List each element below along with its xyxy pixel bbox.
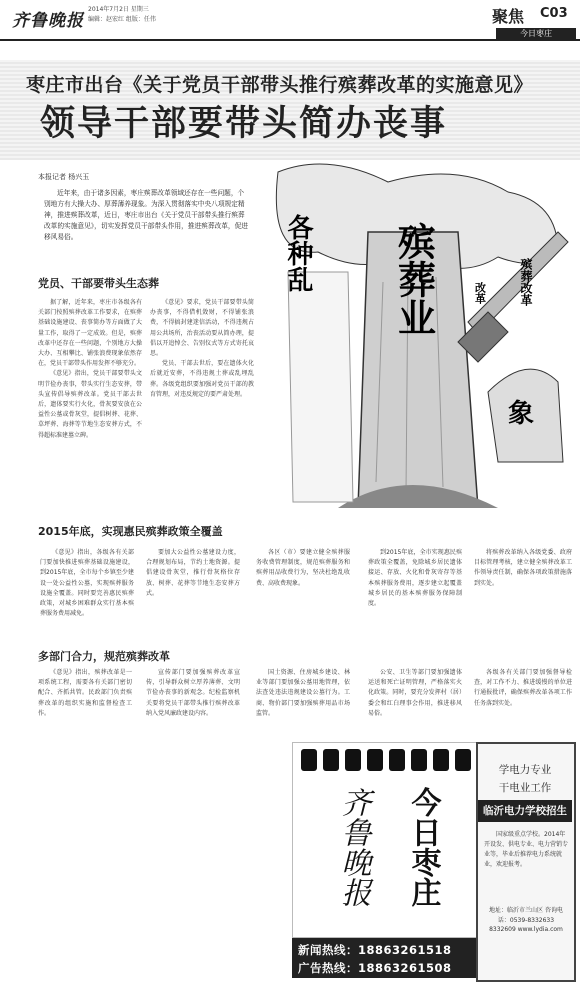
section2-column-4: 到2015年底，全市实现惠民殡葬政策全覆盖，免除城乡居民遗体接运、存放、火化和骨灰寄存等基本殡葬服务费用，逐步建立起覆盖城乡居民的基本殡葬服务保障制度。 bbox=[368, 549, 462, 608]
section3-column-5: 各级各有关部门要加强督导检查，对工作不力、推进缓慢的单位进行通报批评，确保殡葬改革各项工作任务落到实处。 bbox=[474, 669, 572, 707]
article-subtitle: 枣庄市出台《关于党员干部带头推行殡葬改革的实施意见》 bbox=[26, 74, 534, 96]
paragraph: 《意见》指出，党员干部要带头文明节俭办丧事，带头实行生态安葬，带头宣传倡导殡葬改革。党员干部去世后，遗体要实行火化，骨灰要安放在公益性公墓或骨灰堂，提倡树葬、花葬、草坪葬、海葬等节地生态安葬方式，不得超标准建墓立碑。 bbox=[38, 370, 142, 439]
section3-column-3: 国土资源、住房城乡建设、林业等部门要加强公墓用地管理，依法查处违法违规建设公墓行为。工商、物价部门要加强殡葬用品市场监管。 bbox=[256, 669, 350, 717]
cartoon-label-saw-reform: 改革 bbox=[473, 282, 487, 304]
section1-column-2 bbox=[150, 298, 254, 510]
section3-column-4: 公安、卫生等部门要加强遗体运送和死亡证明管理，严格落实火化政策。同时，要充分发挥村（居）委会和红白理事会作用，推进移风易俗。 bbox=[368, 669, 462, 717]
masthead-logo: 齐鲁晚报 bbox=[12, 11, 84, 31]
editor-credits: 编辑：赵宏红 组版：任伟 bbox=[88, 16, 156, 23]
calligraphy-right: 今日枣庄 bbox=[405, 787, 441, 907]
ad-slogan-2: 干电业工作 bbox=[498, 782, 552, 794]
section-name: 聚焦 bbox=[492, 7, 525, 26]
paragraph: 据了解，近年来，枣庄市各级各有关部门按照殡葬改革工作要求，在殡葬基础设施建设、丧事简办等方面做了大量工作，取得了一定成效。但是，殡葬改革中还存在一些问题，个别地方大操大办、互相攀比、铺张浪费现象依然存在，党员干部带头作用发挥不够充分。 bbox=[38, 299, 142, 368]
ad-body: 国家级重点学校。2014年开设发、供电专业、电力营销专业等，毕业后推荐电力系统就业，欢迎报考。 bbox=[484, 831, 569, 868]
ad-school-name: 临沂电力学校招生 bbox=[478, 800, 572, 822]
section2-column-3: 各区（市）要建立健全殡葬服务收费管理制度，规范殡葬服务和殡葬用品收费行为，坚决杜绝乱收费、高收费现象。 bbox=[256, 549, 350, 587]
news-hotline-label: 新闻热线： bbox=[298, 943, 358, 957]
calligraphy-art bbox=[293, 743, 479, 937]
section2-column-1: 《意见》指出，各级各有关部门要加快推进殡葬基础设施建设，到2015年底，全市每个乡镇至少建设一处公益性公墓，实现殡葬服务设施全覆盖。同时要完善惠民殡葬政策，对城乡困难群众实行基本殡葬服务费用减免。 bbox=[40, 549, 134, 618]
ad-hotline bbox=[298, 960, 452, 976]
masthead-rule bbox=[0, 39, 580, 41]
cartoon-label-chaos: 各种乱 bbox=[283, 214, 313, 292]
paragraph: 党员、干部去世后，要在遗体火化后就近安葬，不得违规土葬或乱埋乱葬。各级党组织要加强对党员干部的教育管理，对违反规定的要严肃处理。 bbox=[150, 360, 254, 398]
page-number: C03 bbox=[540, 6, 568, 21]
hotline-bar bbox=[292, 938, 478, 978]
section1-column-1 bbox=[38, 298, 142, 510]
cartoon-label-tree: 殡葬业 bbox=[391, 222, 437, 336]
byline: 本报记者 杨兴玉 bbox=[38, 173, 90, 181]
section3-column-2: 宣传部门要加强殡葬改革宣传，引导群众树立厚养薄葬、文明节俭办丧事的新观念。纪检监察机关要将党员干部带头推行殡葬改革纳入党风廉政建设内容。 bbox=[146, 669, 240, 717]
ad-hotline-label: 广告热线： bbox=[298, 961, 358, 975]
ad-contact: 地址：临沂市兰山区 咨询电话：0539-8332633 8332609 www.lydia.com bbox=[489, 907, 563, 933]
cartoon-label-saw-text: 殡葬改革 bbox=[519, 258, 533, 306]
calligraphy-left: 齐鲁晚报 bbox=[335, 787, 371, 907]
calligraphy-promo bbox=[292, 742, 480, 938]
news-hotline bbox=[298, 942, 452, 958]
ad-slogan-1: 学电力专业 bbox=[498, 764, 552, 776]
section3-column-1: 《意见》指出，殡葬改革是一项系统工程，需要各有关部门密切配合、齐抓共管。民政部门负责殡葬改革的组织实施和监督检查工作。 bbox=[38, 669, 132, 717]
edition-label: 今日枣庄 bbox=[496, 28, 576, 40]
section-heading-2: 2015年底，实现惠民殡葬政策全覆盖 bbox=[38, 525, 223, 538]
issue-date: 2014年7月2日 星期三 bbox=[88, 6, 149, 13]
section2-column-5: 将殡葬改革纳入各级党委、政府目标管理考核，建立健全殡葬改革工作领导责任制，确保各项政策措施落到实处。 bbox=[474, 549, 572, 587]
ad-hotline-number: 18863261508 bbox=[358, 961, 452, 975]
article-lead: 近年来，由于诸多因素，枣庄殡葬改革领域还存在一些问题，个别地方有大操大办、厚葬薄养现象。为深入贯彻落实中央八项规定精神，推进殡葬改革，近日，枣庄市出台《关于党员干部带头推行殡葬改革的实施意见》，切实发挥党员干部带头作用，推进殡葬改革，促进移风易俗。 bbox=[44, 189, 248, 241]
section-heading-1: 党员、干部要带头生态葬 bbox=[38, 277, 159, 290]
masthead-meta bbox=[88, 5, 156, 25]
section2-column-2: 要加大公益性公墓建设力度，合理规划布局，节约土地资源。提倡建设骨灰堂，推行骨灰格位存放、树葬、花葬等节地生态安葬方式。 bbox=[146, 549, 240, 597]
section-heading-3: 多部门合力，规范殡葬改革 bbox=[38, 650, 170, 663]
paragraph: 《意见》要求，党员干部要带头简办丧事，不得借机敛财，不得铺张浪费，不得搞封建迷信活动，不得违规占用公共场所，治丧活动要从简办理，提倡以开追悼会、告别仪式等方式寄托哀思。 bbox=[150, 299, 254, 358]
seal-row bbox=[301, 749, 471, 771]
cartoon-label-phenomenon: 象 bbox=[508, 399, 535, 429]
news-hotline-number: 18863261518 bbox=[358, 943, 452, 957]
article-headline: 领导干部要带头简办丧事 bbox=[40, 103, 448, 144]
cartoon-illustration bbox=[258, 162, 570, 508]
